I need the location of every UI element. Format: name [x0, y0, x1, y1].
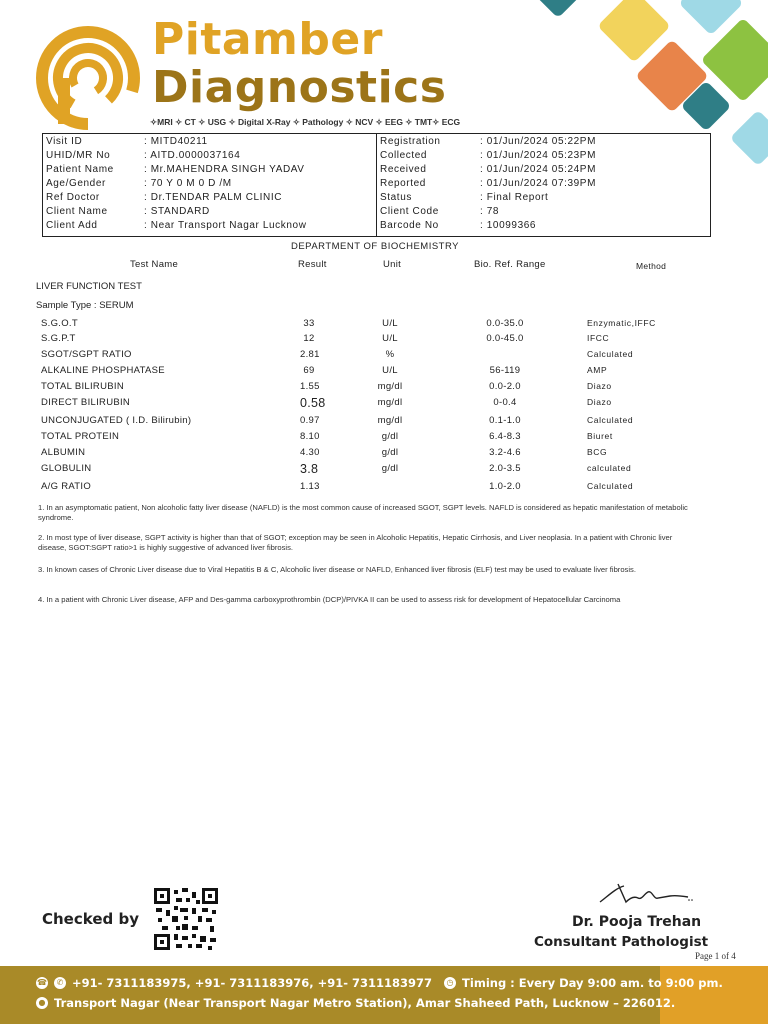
services-list: ✧MRI ✧ CT ✧ USG ✧ Digital X-Ray ✧ Pathology ✧ NCV ✧ EEG ✧ TMT✧ ECG — [150, 117, 461, 127]
test-range: 0.0-35.0 — [486, 318, 524, 329]
pitamber-logo-icon — [34, 24, 142, 132]
test-name: ALKALINE PHOSPHATASE — [41, 365, 165, 376]
info-value: : MITD40211 — [144, 136, 208, 147]
footer-bar — [0, 966, 768, 1024]
info-value: : 10099366 — [480, 220, 537, 231]
info-label: Reported — [380, 178, 426, 189]
whatsapp-icon: ✆ — [54, 977, 66, 989]
test-result: 8.10 — [300, 431, 320, 442]
test-method: BCG — [587, 447, 608, 457]
location-pin-icon: ● — [36, 997, 48, 1009]
info-value: : 01/Jun/2024 07:39PM — [480, 178, 597, 189]
test-range: 56-119 — [489, 365, 521, 376]
clock-icon: ◷ — [444, 977, 456, 989]
column-header-result: Result — [298, 259, 327, 270]
footer-address: Transport Nagar (Near Transport Nagar Metro Station), Amar Shaheed Path, Lucknow – 226012. — [54, 996, 676, 1010]
info-label: Ref Doctor — [46, 192, 100, 203]
test-name: DIRECT BILIRUBIN — [41, 397, 131, 408]
test-name: GLOBULIN — [41, 463, 92, 474]
test-unit: mg/dl — [377, 415, 403, 426]
info-label: Collected — [380, 150, 428, 161]
column-header-test: Test Name — [130, 259, 179, 270]
test-method: Calculated — [587, 415, 634, 425]
info-value: : Dr.TENDAR PALM CLINIC — [144, 192, 283, 203]
page-number: Page 1 of 4 — [695, 951, 736, 961]
info-label: Registration — [380, 136, 441, 147]
table-row — [0, 463, 768, 479]
doctor-name: Dr. Pooja Trehan — [572, 914, 702, 930]
test-unit: % — [385, 349, 395, 360]
info-divider — [376, 134, 377, 236]
test-result: 33 — [303, 318, 315, 329]
department-title: DEPARTMENT OF BIOCHEMISTRY — [290, 241, 459, 252]
note-paragraph: 3. In known cases of Chronic Liver disease due to Viral Hepatitis B & C, Alcoholic liver disease or NAFLD, Enhanced liver fibrosis (ELF) test may be used to evaluate liver fibrosis. — [38, 565, 636, 574]
info-value: : 01/Jun/2024 05:23PM — [480, 150, 597, 161]
test-method: Calculated — [587, 349, 634, 359]
table-row — [0, 431, 768, 447]
test-result: 4.30 — [300, 447, 320, 458]
test-result: 1.13 — [300, 481, 320, 492]
table-row — [0, 381, 768, 397]
test-method: Diazo — [587, 397, 612, 407]
sample-type: Sample Type : SERUM — [36, 300, 134, 311]
info-label: Client Code — [380, 206, 439, 217]
note-paragraph: 1. In an asymptomatic patient, Non alcoholic fatty liver disease (NAFLD) is the most common cause of increased SGOT, SGPT levels. NAFLD is considered as hepatic manifestation of metabolic syndrome. — [38, 503, 688, 522]
column-header-method: Method — [636, 261, 667, 271]
info-label: Visit ID — [46, 136, 83, 147]
info-label: Client Add — [46, 220, 98, 231]
test-name: TOTAL PROTEIN — [41, 431, 120, 442]
table-row — [0, 349, 768, 365]
test-method: Enzymatic,IFFC — [587, 318, 656, 328]
test-name: ALBUMIN — [41, 447, 86, 458]
info-label: UHID/MR No — [46, 150, 111, 161]
qr-code-icon — [154, 888, 218, 950]
doctor-signature — [596, 878, 696, 910]
column-header-range: Bio. Ref. Range — [474, 259, 546, 270]
footer-address-line — [36, 996, 675, 1010]
test-method: Diazo — [587, 381, 612, 391]
info-value: : STANDARD — [144, 206, 210, 217]
info-label: Patient Name — [46, 164, 114, 175]
test-unit: U/L — [382, 333, 398, 344]
info-label: Status — [380, 192, 412, 203]
table-row — [0, 397, 768, 413]
info-value: : 01/Jun/2024 05:22PM — [480, 136, 597, 147]
test-result: 0.97 — [300, 415, 320, 426]
test-range: 0.0-45.0 — [486, 333, 524, 344]
test-unit: g/dl — [381, 463, 399, 474]
info-value: : Final Report — [480, 192, 549, 203]
table-row — [0, 333, 768, 349]
test-range: 0-0.4 — [493, 397, 517, 408]
test-result: 2.81 — [300, 349, 320, 360]
brand-name-line2: Diagnostics — [152, 62, 447, 113]
test-range: 3.2-4.6 — [489, 447, 521, 458]
info-label: Barcode No — [380, 220, 439, 231]
footer-accent — [660, 966, 768, 1024]
info-value: : 78 — [480, 206, 500, 217]
table-row — [0, 365, 768, 381]
note-paragraph: 4. In a patient with Chronic Liver disease, AFP and Des-gamma carboxyprothrombin (DCP)/PIVKA II can be used to assess risk for development of Hepatocellular Carcinoma — [38, 595, 621, 604]
test-result: 12 — [303, 333, 315, 344]
test-result: 3.8 — [300, 462, 319, 476]
test-result: 1.55 — [300, 381, 320, 392]
table-row — [0, 415, 768, 431]
test-unit: mg/dl — [377, 397, 403, 408]
test-name: TOTAL BILIRUBIN — [41, 381, 124, 392]
info-value: : 01/Jun/2024 05:24PM — [480, 164, 597, 175]
patient-info-box — [42, 133, 711, 237]
footer-contact-line — [36, 976, 723, 990]
column-header-unit: Unit — [383, 259, 402, 270]
test-range: 0.1-1.0 — [489, 415, 521, 426]
test-name: UNCONJUGATED ( I.D. Bilirubin) — [41, 415, 192, 426]
doctor-title: Consultant Pathologist — [534, 934, 709, 950]
test-result: 69 — [303, 365, 315, 376]
section-title: LIVER FUNCTION TEST — [36, 281, 142, 292]
test-unit: g/dl — [381, 431, 399, 442]
test-range: 1.0-2.0 — [489, 481, 521, 492]
info-value: : Mr.MAHENDRA SINGH YADAV — [144, 164, 305, 175]
test-unit: U/L — [382, 318, 398, 329]
test-method: calculated — [587, 463, 632, 473]
table-row — [0, 481, 768, 497]
test-range: 6.4-8.3 — [489, 431, 521, 442]
info-label: Received — [380, 164, 427, 175]
test-name: S.G.P.T — [41, 333, 76, 344]
test-unit: mg/dl — [377, 381, 403, 392]
test-name: S.G.O.T — [41, 318, 78, 329]
test-unit: g/dl — [381, 447, 399, 458]
phone-icon: ☎ — [37, 978, 47, 987]
info-label: Client Name — [46, 206, 108, 217]
info-label: Age/Gender — [46, 178, 106, 189]
info-value: : Near Transport Nagar Lucknow — [144, 220, 307, 231]
brand-name-line1: Pitamber — [152, 14, 383, 65]
table-row — [0, 447, 768, 463]
test-method: Calculated — [587, 481, 634, 491]
test-method: Biuret — [587, 431, 613, 441]
footer-phones: +91- 7311183975, +91- 7311183976, +91- 7311183977 — [72, 976, 433, 990]
note-paragraph: 2. In most type of liver disease, SGPT activity is higher than that of SGOT; exception may be seen in Alcoholic Hepatitis, Hepatic Cirrhosis, and Liver neoplasia. In a patient with Chronic liver disease, SGOT:SGPT ratio>1 is highly suggestive of advanced liver fibrosis. — [38, 533, 673, 552]
test-name: SGOT/SGPT RATIO — [41, 349, 132, 360]
test-range: 0.0-2.0 — [489, 381, 521, 392]
info-value: : AITD.0000037164 — [144, 150, 241, 161]
footer-timing: Timing : Every Day 9:00 am. to 9:00 pm. — [462, 976, 723, 990]
checked-by-label: Checked by — [42, 910, 139, 928]
test-result: 0.58 — [300, 396, 326, 410]
test-method: IFCC — [587, 333, 610, 343]
test-method: AMP — [587, 365, 608, 375]
test-range: 2.0-3.5 — [489, 463, 521, 474]
test-unit: U/L — [382, 365, 398, 376]
test-name: A/G RATIO — [41, 481, 92, 492]
table-row — [0, 318, 768, 334]
info-value: : 70 Y 0 M 0 D /M — [144, 178, 232, 189]
